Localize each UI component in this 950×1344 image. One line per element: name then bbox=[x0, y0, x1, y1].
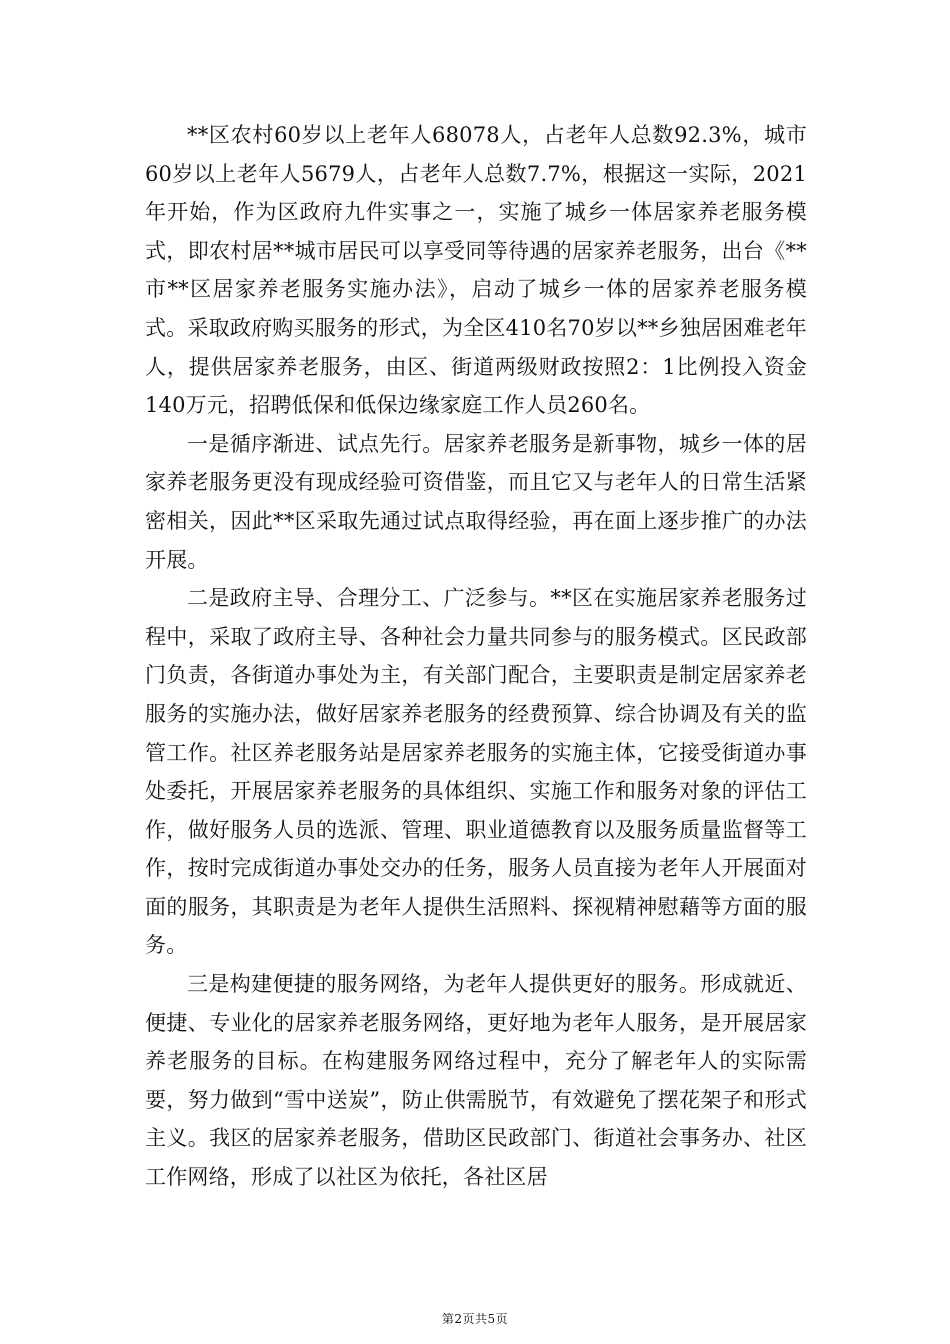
paragraph-point-one: 一是循序渐进、试点先行。居家养老服务是新事物，城乡一体的居家养老服务更没有现成经验可资借鉴，而且它又与老年人的日常生活紧密相关，因此**区采取先通过试点取得经验，再在面上逐步推广的办法开展。 bbox=[145, 431, 807, 572]
paragraph-point-two: 二是政府主导、合理分工、广泛参与。**区在实施居家养老服务过程中，采取了政府主导、各种社会力量共同参与的服务模式。区民政部门负责，各街道办事处为主，有关部门配合，主要职责是制定居家养老服务的实施办法，做好居家养老服务的经费预算、综合协调及有关的监管工作。社区养老服务站是居家养老服务的实施主体，它接受街道办事处委托，开展居家养老服务的具体组织、实施工作和服务对象的评估工作，做好服务人员的选派、管理、职业道德教育以及服务质量监督等工作，按时完成街道办事处交办的任务，服务人员直接为老年人开展面对面的服务，其职责是为老年人提供生活照料、探视精神慰藉等方面的服务。 bbox=[145, 586, 807, 958]
document-body bbox=[145, 116, 807, 1197]
page-number-footer: 第2页共5页 bbox=[441, 1312, 509, 1326]
paragraph-statistics: **区农村60岁以上老年人68078人，占老年人总数92.3%，城市60岁以上老年人5679人，占老年人总数7.7%，根据这一实际，2021年开始，作为区政府九件实事之一，实施了城乡一体居家养老服务模式，即农村居**城市居民可以享受同等待遇的居家养老服务，出台《**市**区居家养老服务实施办法》，启动了城乡一体的居家养老服务模式。采取政府购买服务的形式，为全区410名70岁以**乡独居困难老年人，提供居家养老服务，由区、街道两级财政按照2：1比例投入资金140万元，招聘低保和低保边缘家庭工作人员260名。 bbox=[145, 123, 807, 418]
paragraph-point-three: 三是构建便捷的服务网络，为老年人提供更好的服务。形成就近、便捷、专业化的居家养老服务网络，更好地为老年人服务，是开展居家养老服务的目标。在构建服务网络过程中，充分了解老年人的实际需要，努力做到“雪中送炭”，防止供需脱节，有效避免了摆花架子和形式主义。我区的居家养老服务，借助区民政部门、街道社会事务办、社区工作网络，形成了以社区为依托，各社区居 bbox=[145, 972, 807, 1190]
